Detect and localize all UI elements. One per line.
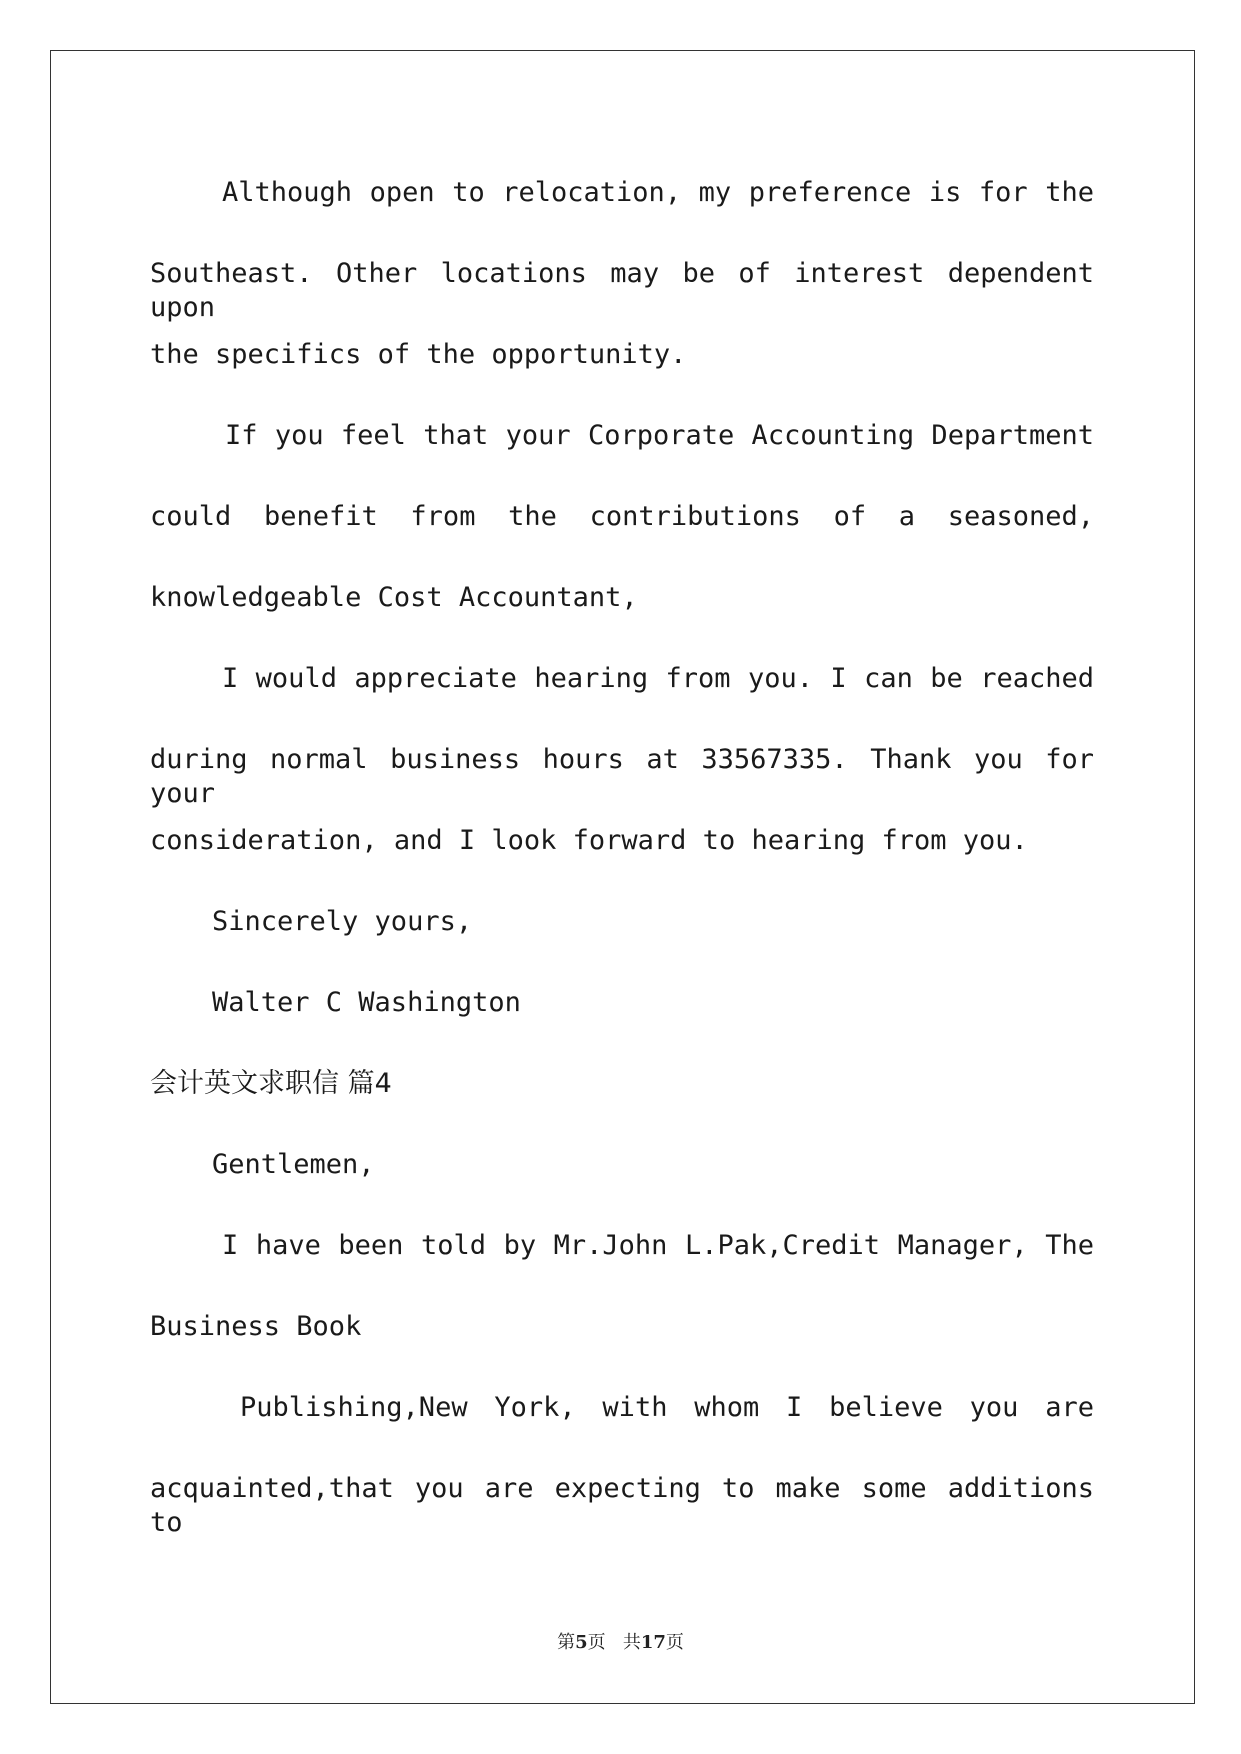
text-line: consideration, and I look forward to hearing from you. <box>150 825 1028 856</box>
footer-total-suffix: 页 <box>665 1632 684 1653</box>
text-line: Business Book <box>150 1311 362 1342</box>
text-line: during normal business hours at 33567335. Thank you for your <box>150 744 1094 809</box>
text-line: Although open to relocation, my preference is for the <box>222 177 1094 208</box>
footer-page-number: 5 <box>575 1632 588 1653</box>
footer-page-suffix: 页 <box>587 1632 606 1653</box>
text-line: Publishing,New York, with whom I believe you are <box>240 1392 1094 1423</box>
footer-total-pages: 17 <box>640 1632 666 1653</box>
text-line: the specifics of the opportunity. <box>150 339 687 370</box>
text-line: acquainted,that you are expecting to make some additions to <box>150 1473 1094 1538</box>
text-line: could benefit from the contributions of a seasoned, <box>150 501 1094 532</box>
text-line: I have been told by Mr.John L.Pak,Credit Manager, The <box>222 1230 1094 1261</box>
page-footer <box>0 1628 1241 1654</box>
text-line: knowledgeable Cost Accountant, <box>150 582 638 613</box>
footer-prefix: 第 <box>557 1632 576 1653</box>
footer-total-prefix: 共 <box>622 1632 641 1653</box>
text-line: If you feel that your Corporate Accounting Department <box>225 420 1094 451</box>
text-line: Southeast. Other locations may be of interest dependent upon <box>150 258 1094 323</box>
signature-name: Walter C Washington <box>212 987 521 1018</box>
text-line: I would appreciate hearing from you. I can be reached <box>222 663 1094 694</box>
section-heading: 会计英文求职信 篇4 <box>150 1068 392 1099</box>
closing-line: Sincerely yours, <box>212 906 473 937</box>
salutation: Gentlemen, <box>212 1149 375 1180</box>
